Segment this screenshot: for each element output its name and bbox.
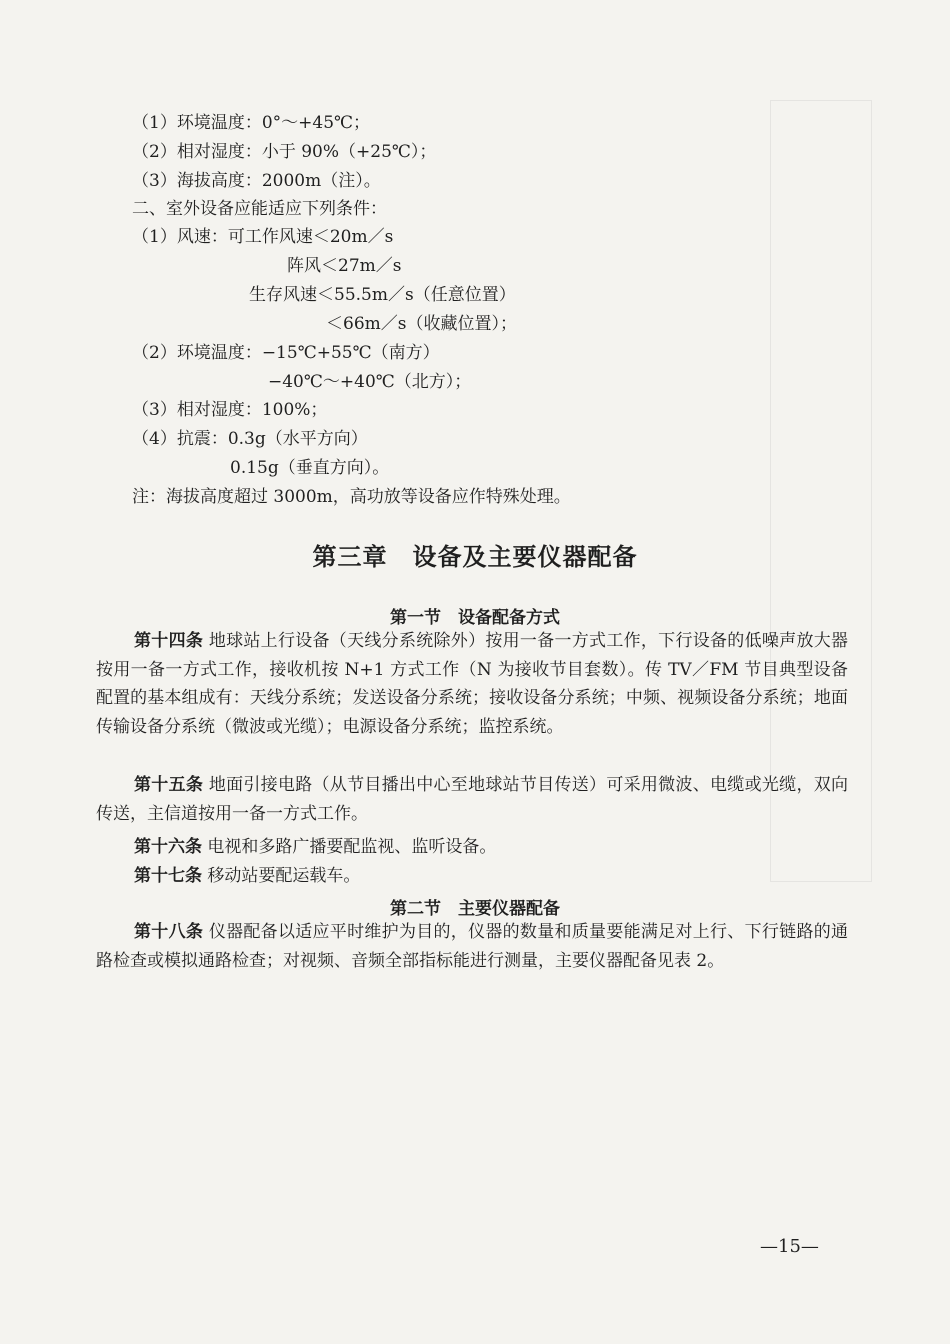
article-15-text: 地面引接电路（从节目播出中心至地球站节目传送）可采用微波、电缆或光缆，双向传送，主信道按用一备一方式工作。 [96,775,849,824]
article-14-text: 地球站上行设备（天线分系统除外）按用一备一方式工作，下行设备的低噪声放大器按用一备一方式工作，接收机按 N+1 方式工作（N 为接收节目套数）。传 TV／FM 节目典型设备配置的基本组成有：天线分系统；发送设备分系统；接收设备分系统；中频、视频设备分系统；地面传输设备分系统（微波或光缆）；电源设备分系统；监控系统。 [96,631,849,737]
article-17-head: 第十七条 [134,866,202,886]
section-2-title: 第二节 主要仪器配备 [390,899,560,919]
quake-line-2: 0.15g（垂直方向）。 [230,458,390,478]
article-15 [96,771,848,828]
temp-line-1: （2）环境温度：−15℃+55℃（南方） [132,343,440,363]
wind-line-2: 阵风＜27m／s [287,256,402,276]
article-18-text: 仪器配备以适应平时维护为目的，仪器的数量和质量要能满足对上行、下行链路的通路检查或模拟通路检查；对视频、音频全部指标能进行测量，主要仪器配备见表 2。 [96,922,849,971]
article-14 [96,627,848,741]
outdoor-heading: 二、室外设备应能适应下列条件： [132,199,387,219]
wind-line-4: ＜66m／s（收藏位置）； [326,314,517,334]
env-item-temperature: （1）环境温度：0°～+45℃； [132,113,371,133]
humidity-line: （3）相对湿度：100%； [132,400,328,420]
article-16-head: 第十六条 [134,837,202,857]
article-16 [96,833,848,862]
article-18 [96,918,848,975]
bleed-through-table [770,100,872,882]
article-15-head: 第十五条 [134,775,204,795]
temp-line-2: −40℃～+40℃（北方）； [268,372,472,392]
article-17 [96,862,848,891]
chapter-title: 第三章 设备及主要仪器配备 [312,542,638,571]
wind-line-3: 生存风速＜55.5m／s（任意位置） [249,285,516,305]
article-17-text: 移动站要配运载车。 [207,866,361,886]
wind-line-1: （1）风速：可工作风速＜20m／s [132,227,394,247]
note-line: 注：海拔高度超过 3000m，高功放等设备应作特殊处理。 [132,487,571,507]
env-item-altitude: （3）海拔高度：2000m（注）。 [132,171,381,191]
article-14-head: 第十四条 [134,631,204,651]
article-16-text: 电视和多路广播要配监视、监听设备。 [207,837,497,857]
article-18-head: 第十八条 [134,922,204,942]
env-item-humidity: （2）相对湿度：小于 90%（+25℃）； [132,142,437,162]
page-number: —15— [760,1236,819,1257]
section-1-title: 第一节 设备配备方式 [390,608,560,628]
quake-line-1: （4）抗震：0.3g（水平方向） [132,429,368,449]
